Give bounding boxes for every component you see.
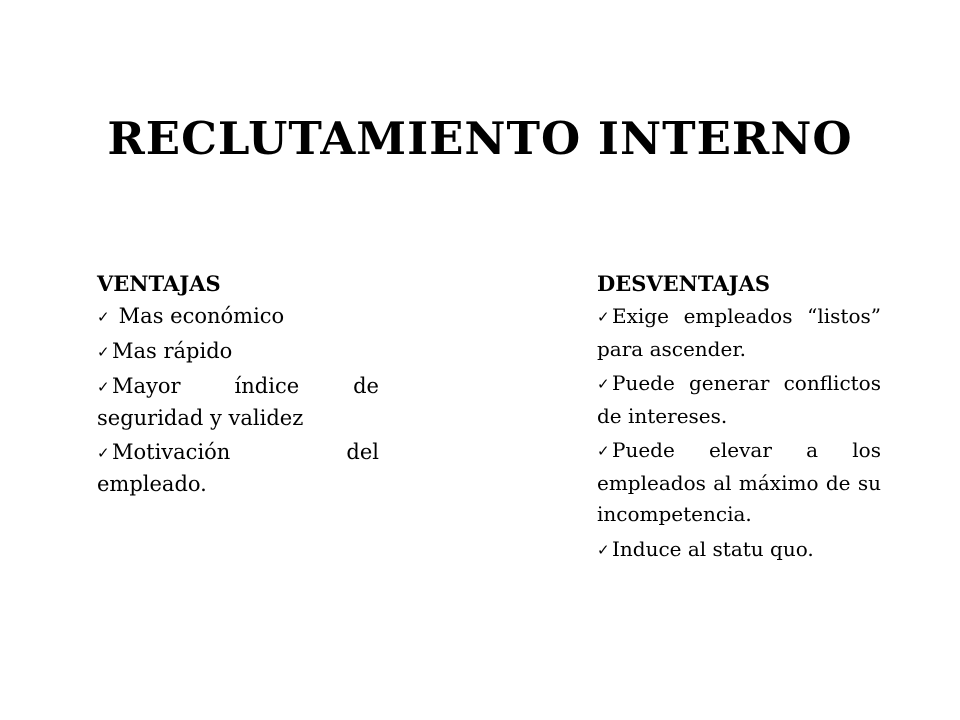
list-item: [597, 534, 881, 567]
list-item: [97, 301, 379, 333]
ventajas-heading: VENTAJAS: [97, 271, 221, 296]
list-item-text: Induce al statu quo.: [612, 536, 814, 561]
list-item: [97, 371, 379, 434]
list-item-text: Mas económico: [112, 304, 285, 328]
list-item: [597, 301, 881, 365]
list-item-text: Motivación del empleado.: [97, 440, 379, 496]
checkmark-icon: ✓: [597, 375, 610, 393]
list-item-text: Mayor índice de seguridad y validez: [97, 374, 379, 430]
ventajas-column: [97, 268, 379, 503]
desventajas-heading: DESVENTAJAS: [597, 271, 771, 296]
list-item-text: Puede elevar a los empleados al máximo de su incompetencia.: [597, 438, 881, 526]
checkmark-icon: ✓: [597, 308, 610, 326]
list-item-text: Puede generar conflictos de intereses.: [597, 371, 881, 428]
checkmark-icon: ✓: [597, 442, 610, 460]
list-item: [597, 368, 881, 432]
page-title: RECLUTAMIENTO INTERNO: [107, 112, 853, 165]
list-item-text: Mas rápido: [112, 339, 233, 363]
checkmark-icon: ✓: [97, 343, 110, 361]
desventajas-column: [597, 268, 881, 569]
checkmark-icon: ✓: [97, 444, 110, 462]
checkmark-icon: ✓: [597, 540, 610, 559]
list-item: [597, 435, 881, 531]
list-item: [97, 336, 379, 368]
checkmark-icon: ✓: [97, 378, 110, 396]
checkmark-icon: ✓: [97, 308, 110, 326]
list-item-text: Exige empleados “listos” para ascender.: [597, 304, 881, 361]
list-item: [97, 437, 379, 500]
